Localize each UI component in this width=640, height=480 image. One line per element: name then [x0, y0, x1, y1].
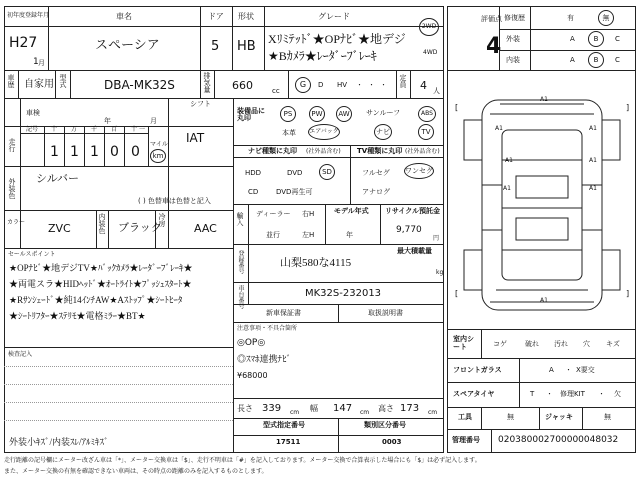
- displacement-label: 排気量: [203, 72, 211, 93]
- max-load-unit: kg: [436, 269, 444, 276]
- eq-abs: ABS: [421, 110, 433, 117]
- recycle-label: リサイクル預託金: [385, 207, 441, 215]
- notes-line-2: ◎ｽﾏﾎ連携ﾅﾋﾞ: [237, 354, 292, 364]
- eq-leather: 本革: [282, 129, 296, 137]
- drive-4wd: 4WD: [423, 49, 438, 56]
- first-reg-label: 初年度登録年月: [7, 12, 50, 19]
- height-unit: cm: [428, 409, 438, 416]
- eq-sunroof: サンルーフ: [366, 109, 401, 117]
- import-label: 輸入: [236, 212, 244, 226]
- digit-header-1: 十: [51, 126, 58, 133]
- equipment-title: 装備品に丸印: [237, 107, 265, 122]
- import-dealer: ディーラー: [256, 210, 291, 218]
- diagram-bracket-right-1: ]: [626, 103, 630, 112]
- class-num-value: 0003: [382, 438, 402, 446]
- interior-b: B: [593, 56, 599, 64]
- navi-dvd: DVD: [287, 169, 303, 177]
- ac-value: AAC: [194, 222, 217, 235]
- interior-color-value: ブラック: [118, 222, 162, 234]
- length-label: 長さ: [237, 404, 253, 413]
- spare-t: T: [530, 390, 535, 398]
- tv-oneseg: ワンセグ: [405, 167, 433, 175]
- mileage-unit-km: km: [152, 152, 164, 160]
- seat-hole: 穴: [583, 340, 590, 348]
- shift-value: IAT: [186, 131, 205, 145]
- navi-dvd-play: DVD再生可: [276, 188, 313, 196]
- navi-title-note: (社外品含む): [306, 148, 341, 155]
- sales-point-line-1: ★OPﾅﾋﾞ★地デジTV★ﾊﾞｯｸｶﾒﾗ★ﾚｰﾀﾞｰﾌﾞﾚｰｷ★: [9, 263, 193, 273]
- digit-header-6: 一: [139, 126, 146, 133]
- shape-value: HB: [237, 39, 256, 54]
- doors-value: 5: [211, 39, 220, 54]
- spare-sep-1: ・: [546, 390, 553, 398]
- month-unit: 月: [38, 59, 45, 67]
- damage-marker-3: A1: [589, 125, 597, 132]
- capacity-value: 4: [420, 79, 427, 92]
- seat-scratch: キズ: [606, 340, 620, 348]
- diagram-front-left-tire: [464, 120, 482, 160]
- score-label: 評価点: [481, 15, 502, 23]
- exterior-c: C: [615, 35, 620, 43]
- eq-pw: PW: [311, 110, 323, 118]
- diagram-bracket-left-2: [: [455, 289, 459, 298]
- score-value: 4: [486, 34, 502, 59]
- sales-point-line-4: ★ｼｰﾄﾘﾌﾀｰ★ｽﾃﾘﾓ★電格ﾐﾗｰ★BT★: [9, 311, 146, 321]
- inspection-year-unit: 年: [104, 117, 111, 125]
- usage-label: 車歴: [7, 74, 15, 88]
- type-num-label: 型式指定番号: [263, 421, 305, 429]
- eq-pw-circle: [309, 106, 325, 122]
- usage-value: 自家用: [24, 79, 54, 90]
- exterior-b: B: [593, 35, 599, 43]
- exterior-b-circle: [588, 31, 604, 47]
- eq-navi-circle: [374, 124, 392, 140]
- sales-point-label: セールスポイント: [8, 251, 56, 258]
- displacement-unit: cc: [272, 87, 280, 95]
- type-num-value: 17511: [276, 438, 301, 446]
- digit-5: 0: [131, 144, 140, 160]
- interior-c: C: [615, 56, 620, 64]
- notes-line-1: ◎OP◎: [237, 338, 266, 348]
- glass-replace: X要交: [576, 366, 595, 374]
- import-right-hand: 右H: [302, 210, 315, 218]
- repair-no: 無: [602, 14, 610, 22]
- height-label: 高さ: [378, 404, 394, 413]
- tools-value: 無: [507, 413, 514, 421]
- mileage-unit-mile: マイル: [150, 141, 168, 148]
- color-code-label: カラー: [7, 219, 26, 226]
- color-label: 外装色: [8, 178, 16, 199]
- sales-point-line-3: ★Rｻﾝｼｪｰﾄﾞ★純14ｲﾝﾁAW★Aｽﾄｯﾌﾟ★ｼｰﾄﾋｰﾀ: [9, 295, 183, 305]
- exterior-a: A: [570, 35, 575, 43]
- fuel-sep-2: ・: [356, 81, 363, 89]
- height-value: 173: [400, 403, 420, 414]
- grade-label: グレード: [318, 12, 350, 21]
- digit-header-4: 百: [111, 126, 118, 133]
- length-value: 339: [262, 403, 282, 414]
- digit-3: 1: [90, 144, 99, 160]
- shift-label: シフト: [190, 100, 211, 108]
- digit-4: 0: [110, 144, 119, 160]
- damage-marker-2: A1: [495, 125, 503, 132]
- eq-airbag-circle: [308, 124, 340, 140]
- width-value: 147: [333, 403, 353, 414]
- color-code-value: ZVC: [48, 222, 71, 235]
- fuel-hv: HV: [337, 81, 348, 89]
- diagram-rear-right-tire: [602, 250, 620, 290]
- mileage-km-circle: [150, 149, 166, 163]
- fuel-g: G: [299, 80, 307, 89]
- fuel-sep-3: ・: [368, 81, 375, 89]
- chassis-label: 車台番号: [237, 285, 244, 309]
- shape-label: 形状: [238, 12, 254, 21]
- mgmt-value: 020380002700000048032: [498, 435, 619, 445]
- repair-no-circle: [598, 10, 614, 26]
- model-year-label: モデル年式: [334, 207, 369, 215]
- inspector-label: 検査記入: [8, 351, 33, 358]
- width-unit: cm: [360, 409, 370, 416]
- color-value: シルバー: [36, 173, 79, 185]
- interior-a: A: [570, 56, 575, 64]
- first-reg-month: 1: [33, 57, 39, 67]
- spare-missing: 欠: [614, 390, 621, 398]
- displacement-value: 660: [232, 79, 253, 92]
- width-label: 幅: [310, 404, 318, 413]
- import-parallel: 並行: [266, 231, 280, 239]
- eq-navi: ナビ: [376, 128, 390, 136]
- inspection-label: 車検: [26, 109, 40, 117]
- plate-value: 山梨580な4115: [280, 257, 352, 269]
- footer-line-2: また、メーター交換の有無を確認できない車両は、その時点の距離のみを記入するものとします。: [4, 468, 268, 475]
- inspector-note: 外装小ｷｽﾞ/内装ｽﾚ/ｱﾙﾐｷｽﾞ: [9, 437, 109, 447]
- damage-marker-8: A1: [540, 297, 548, 304]
- name-value: スペーシア: [95, 38, 160, 53]
- digit-header-symbol: 記号: [26, 126, 39, 133]
- model-value: DBA-MK32S: [104, 78, 175, 92]
- spare-label: スペアタイヤ: [453, 390, 495, 398]
- damage-marker-4: A1: [505, 157, 513, 164]
- ac-label: 冷房: [158, 213, 166, 227]
- navi-sd-circle: [319, 164, 335, 180]
- grade-line-2: ★Bｶﾒﾗ★ﾚｰﾀﾞｰﾌﾞﾚｰｷ: [268, 49, 377, 63]
- drive-2wd-circle: [419, 18, 439, 36]
- damage-marker-6: A1: [503, 185, 511, 192]
- eq-aw: AW: [338, 110, 350, 118]
- diagram-front-right-tire: [602, 120, 620, 160]
- repair-yes: 有: [567, 14, 574, 22]
- capacity-unit: 人: [433, 87, 440, 95]
- glass-label: フロントガラス: [453, 366, 502, 374]
- jack-value: 無: [604, 413, 611, 421]
- recycle-value: 9,770: [396, 225, 422, 235]
- seat-burn: コゲ: [493, 340, 507, 348]
- length-unit: cm: [290, 409, 300, 416]
- tv-analog: アナログ: [362, 188, 390, 196]
- repair-label: 修復歴: [504, 14, 525, 22]
- import-left-hand: 左H: [302, 231, 315, 239]
- inspection-month-unit: 月: [150, 117, 157, 125]
- glass-a: A: [549, 366, 554, 374]
- color-note: ( ) 色替車は色替と記入: [138, 197, 211, 205]
- mileage-label: 走行: [8, 138, 16, 152]
- eq-tv-circle: [418, 124, 434, 140]
- plate-label: 登録番号: [237, 250, 244, 274]
- notes-label: 注意事項・不具合箇所: [237, 325, 298, 332]
- model-label: 型式: [59, 74, 67, 88]
- capacity-label: 定員: [399, 74, 407, 88]
- tools-label: 工具: [458, 413, 472, 421]
- fuel-sep-1: D: [318, 81, 324, 89]
- eq-ps-circle: [280, 106, 296, 122]
- tv-title-note: (社外品含む): [405, 148, 440, 155]
- notes-line-3: ¥68000: [237, 371, 268, 380]
- glass-sep: ・: [565, 366, 572, 374]
- jack-label: ジャッキ: [545, 413, 573, 421]
- fuel-g-circle: [295, 77, 311, 93]
- seat-tear: 破れ: [525, 340, 539, 348]
- first-reg-value: H27: [9, 35, 38, 51]
- diagram-bracket-left-1: [: [455, 103, 459, 112]
- digit-header-3: 千: [91, 126, 98, 133]
- new-car-warranty: 新車保証書: [266, 309, 301, 317]
- drive-2wd: 2WD: [421, 23, 437, 30]
- damage-marker-1: A1: [540, 96, 548, 103]
- navi-sd: SD: [322, 168, 332, 176]
- name-label: 車名: [116, 12, 132, 21]
- class-num-label: 類別区分番号: [364, 421, 406, 429]
- doors-label: ドア: [208, 12, 224, 21]
- eq-ps: PS: [283, 110, 293, 118]
- chassis-value: MK32S-232013: [305, 288, 382, 299]
- footer-line-1: 走行距離の記号欄にメーター改ざん車は「*」、メーター交換車は「$」、走行不明車は「#」を記入しております。メーター交換で合算表示した場合にも「$」は必ず記入します。: [4, 457, 481, 464]
- eq-airbag: エアバック: [309, 128, 339, 135]
- seat-label: 室内シート: [453, 335, 474, 352]
- interior-color-label: 内装色: [98, 213, 106, 234]
- diagram-bracket-right-2: ]: [626, 289, 630, 298]
- digit-1: 1: [50, 144, 59, 160]
- tv-title: TV種類に丸印: [357, 147, 403, 155]
- max-load-label: 最大積載量: [397, 247, 432, 255]
- recycle-unit: 円: [433, 235, 440, 242]
- tv-fullseg: フルセグ: [362, 169, 390, 177]
- car-damage-diagram: [450, 90, 634, 318]
- navi-hdd: HDD: [245, 169, 262, 177]
- diagram-cabin-outline: [502, 130, 582, 280]
- grade-line-1: Xﾘﾐﾃｯﾄﾞ★OPﾅﾋﾞ★地デジ: [268, 32, 406, 46]
- digit-2: 1: [70, 144, 79, 160]
- eq-tv: TV: [421, 128, 431, 136]
- digit-header-5: 十: [131, 126, 138, 133]
- seat-stain: 汚れ: [554, 340, 568, 348]
- model-year-unit: 年: [346, 231, 353, 239]
- fuel-sep-4: ・: [380, 81, 387, 89]
- interior-b-circle: [588, 52, 604, 68]
- exterior-label: 外装: [506, 35, 520, 43]
- eq-abs-circle: [418, 106, 436, 122]
- eq-aw-circle: [336, 106, 352, 122]
- sales-point-line-2: ★両電スラ★HIDﾍｯﾄﾞ★ｵｰﾄﾗｲﾄ★ﾌﾟｯｼｭｽﾀｰﾄ★: [9, 279, 192, 289]
- digit-header-2: 万: [71, 126, 78, 133]
- navi-cd: CD: [248, 188, 259, 196]
- interior-label: 内装: [506, 56, 520, 64]
- spare-sep-2: ・: [598, 390, 605, 398]
- diagram-rear-left-tire: [464, 250, 482, 290]
- navi-title: ナビ種類に丸印: [248, 147, 297, 155]
- tv-oneseg-circle: [404, 163, 434, 179]
- spare-repair-kit: 修理KIT: [560, 390, 585, 398]
- damage-marker-5: A1: [589, 157, 597, 164]
- damage-marker-7: A1: [589, 185, 597, 192]
- manual: 取扱説明書: [368, 309, 403, 317]
- mgmt-label: 管理番号: [452, 436, 480, 444]
